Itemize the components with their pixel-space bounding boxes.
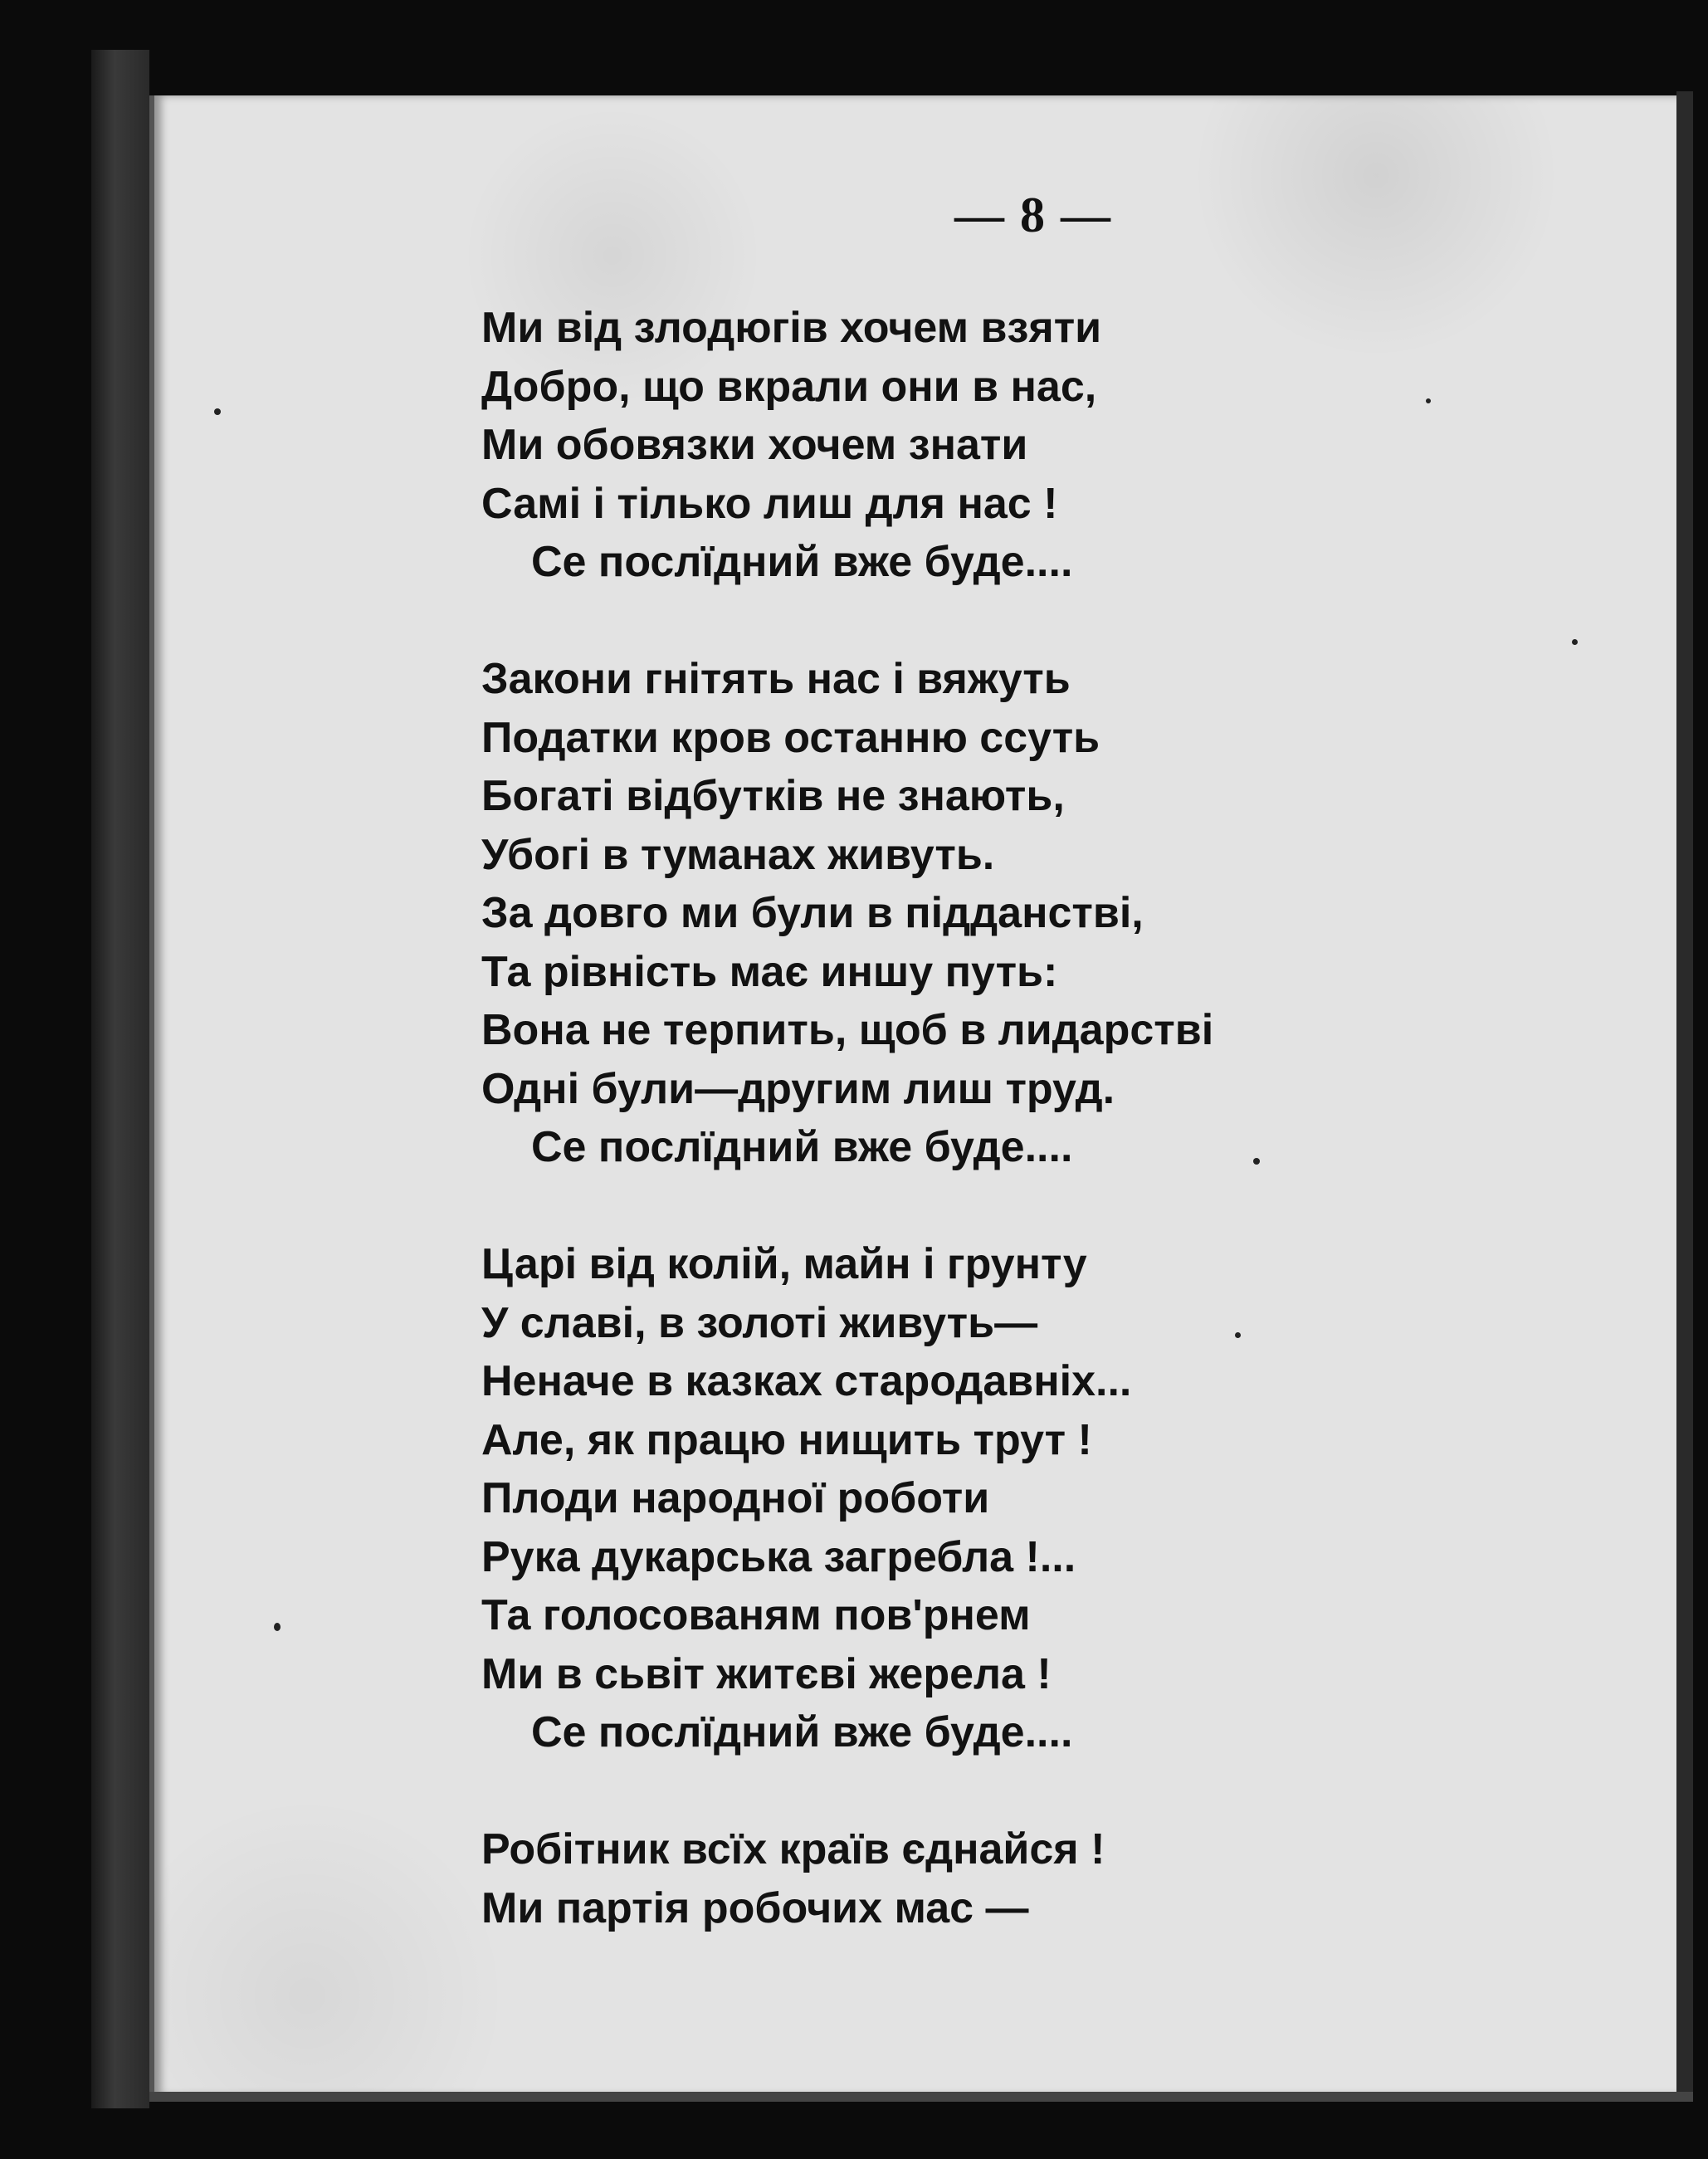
poem-line: Богаті відбутків не знають, <box>481 772 1065 820</box>
poem-line: Одні були—другим лиш труд. <box>481 1064 1115 1113</box>
poem-line: Робітник всїх країв єднайся ! <box>481 1825 1105 1873</box>
scan-speck <box>1572 639 1578 645</box>
poem-line: Плоди народної роботи <box>481 1474 990 1522</box>
poem-line: Закони гнітять нас і вяжуть <box>481 655 1071 703</box>
refrain-line: Се послїдний вже буде.... <box>531 1123 1073 1171</box>
poem-line: Самі і тілько лиш для нас ! <box>481 479 1058 528</box>
poem-line: Ми обовязки хочем знати <box>481 421 1028 469</box>
page-number: — 8 — <box>954 188 1112 242</box>
poem-line: Ми від злодюгів хочем взяти <box>481 304 1102 352</box>
poem-line: Убогі в туманах живуть. <box>481 830 995 879</box>
poem-line: Рука дукарська загребла !... <box>481 1532 1076 1581</box>
poem-text <box>481 299 1353 1937</box>
scan-speck <box>1426 398 1431 403</box>
stanza-gap <box>481 1177 1353 1236</box>
book-spine <box>91 50 149 2108</box>
refrain-line: Се послїдний вже буде.... <box>531 1708 1073 1756</box>
scan-speck <box>274 1623 281 1631</box>
poem-line: Податки кров останню ссуть <box>481 713 1100 762</box>
poem-line: У славі, в золоті живуть— <box>481 1298 1038 1347</box>
poem-line: Ми в сьвіт житєві жерела ! <box>481 1649 1052 1698</box>
poem-line: Та рівність має иншу путь: <box>481 947 1058 996</box>
page-bottom-edge <box>149 2092 1693 2102</box>
poem-line: Та голосованям пов'рнем <box>481 1591 1031 1639</box>
poem-line: Але, як працю нищить трут ! <box>481 1415 1092 1464</box>
poem-line: Царі від колій, майн і грунту <box>481 1240 1087 1288</box>
poem-line: Неначе в казках стародавніх... <box>481 1357 1132 1405</box>
refrain-line: Се послїдний вже буде.... <box>531 538 1073 586</box>
poem-line: Добро, що вкрали они в нас, <box>481 362 1097 411</box>
poem-line: Ми партія робочих мас — <box>481 1883 1029 1932</box>
page-edge <box>1676 91 1693 2100</box>
stanza-gap <box>481 592 1353 651</box>
poem-line: Вона не терпить, щоб в лидарстві <box>481 1006 1214 1054</box>
poem-line: За довго ми були в підданстві, <box>481 889 1144 937</box>
scan-speck <box>214 408 221 415</box>
scan-speck <box>1253 1158 1260 1165</box>
stanza-gap <box>481 1762 1353 1821</box>
scan-speck <box>1235 1332 1241 1338</box>
